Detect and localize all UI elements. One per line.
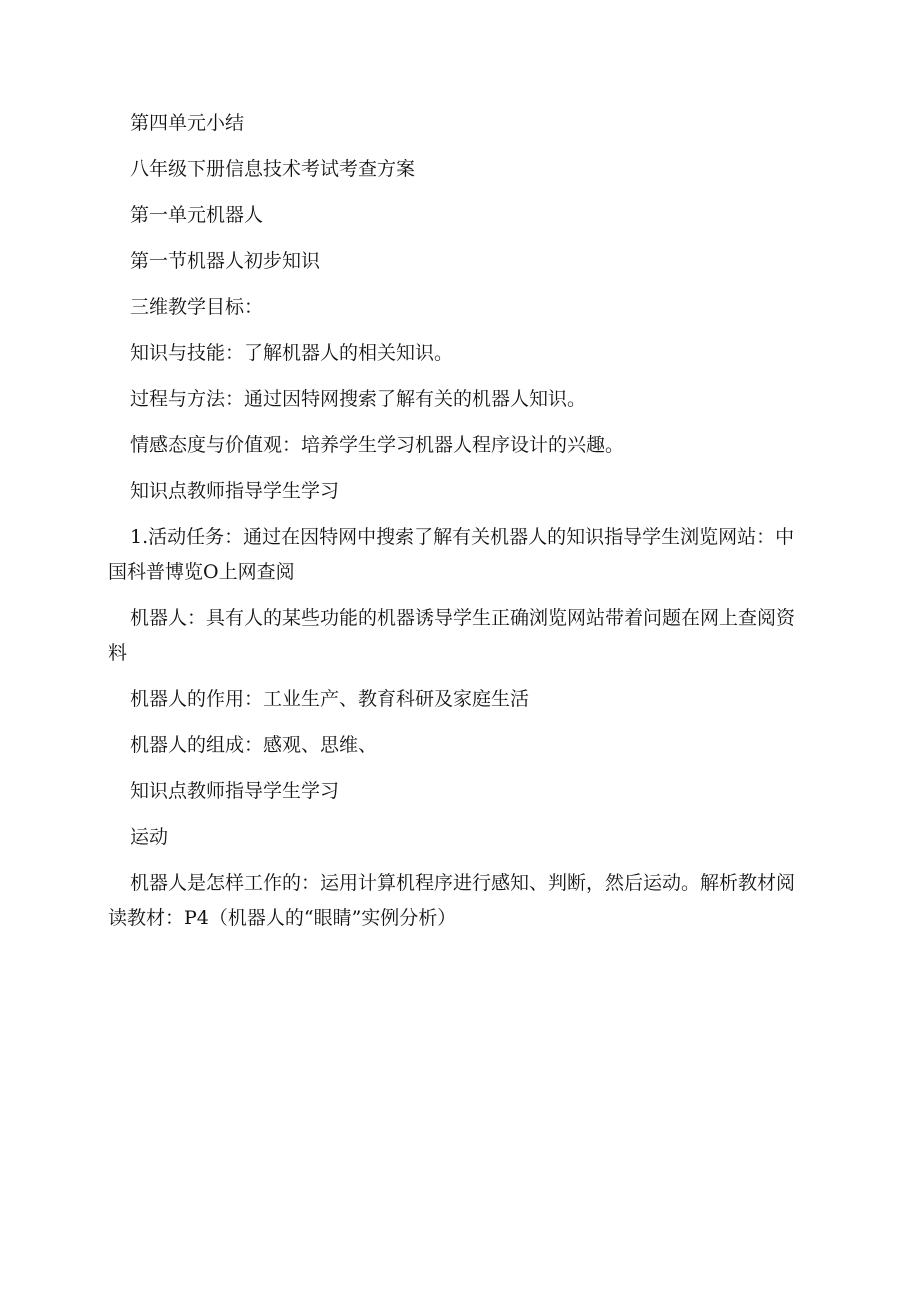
paragraph-knowledge-point-2: 知识点教师指导学生学习	[130, 780, 340, 802]
document-body	[108, 106, 808, 947]
paragraph-motion: 运动	[130, 826, 169, 848]
paragraph-knowledge-point-1: 知识点教师指导学生学习	[130, 480, 340, 502]
paragraph-robot-uses: 机器人的作用：工业生产、教育科研及家庭生活	[130, 688, 530, 710]
paragraph-robot-definition: 机器人：具有人的某些功能的机器诱导学生正确浏览网站带着问题在网上查阅资料	[108, 607, 796, 664]
paragraph-process-methods: 过程与方法：通过因特网搜索了解有关的机器人知识。	[130, 388, 587, 410]
paragraph-unit4-summary: 第四单元小结	[130, 112, 245, 134]
paragraph-objectives-heading: 三维教学目标：	[130, 296, 264, 318]
paragraph-unit1-title: 第一单元机器人	[130, 204, 264, 226]
paragraph-emotion-values: 情感态度与价值观：培养学生学习机器人程序设计的兴趣。	[130, 434, 625, 456]
paragraph-section1-title: 第一节机器人初步知识	[130, 250, 321, 272]
paragraph-knowledge-skills: 知识与技能：了解机器人的相关知识。	[130, 342, 454, 364]
paragraph-how-robot-works: 机器人是怎样工作的：运用计算机程序进行感知、判断，然后运动。解析教材阅读教材：P4（机器人的“眼睛”实例分析）	[108, 872, 796, 929]
paragraph-robot-components: 机器人的组成：感观、思维、	[130, 734, 378, 756]
paragraph-exam-plan-title: 八年级下册信息技术考试考查方案	[130, 158, 416, 180]
paragraph-activity-task: 1.活动任务：通过在因特网中搜索了解有关机器人的知识指导学生浏览网站：中国科普博览O上网查阅	[108, 526, 795, 583]
